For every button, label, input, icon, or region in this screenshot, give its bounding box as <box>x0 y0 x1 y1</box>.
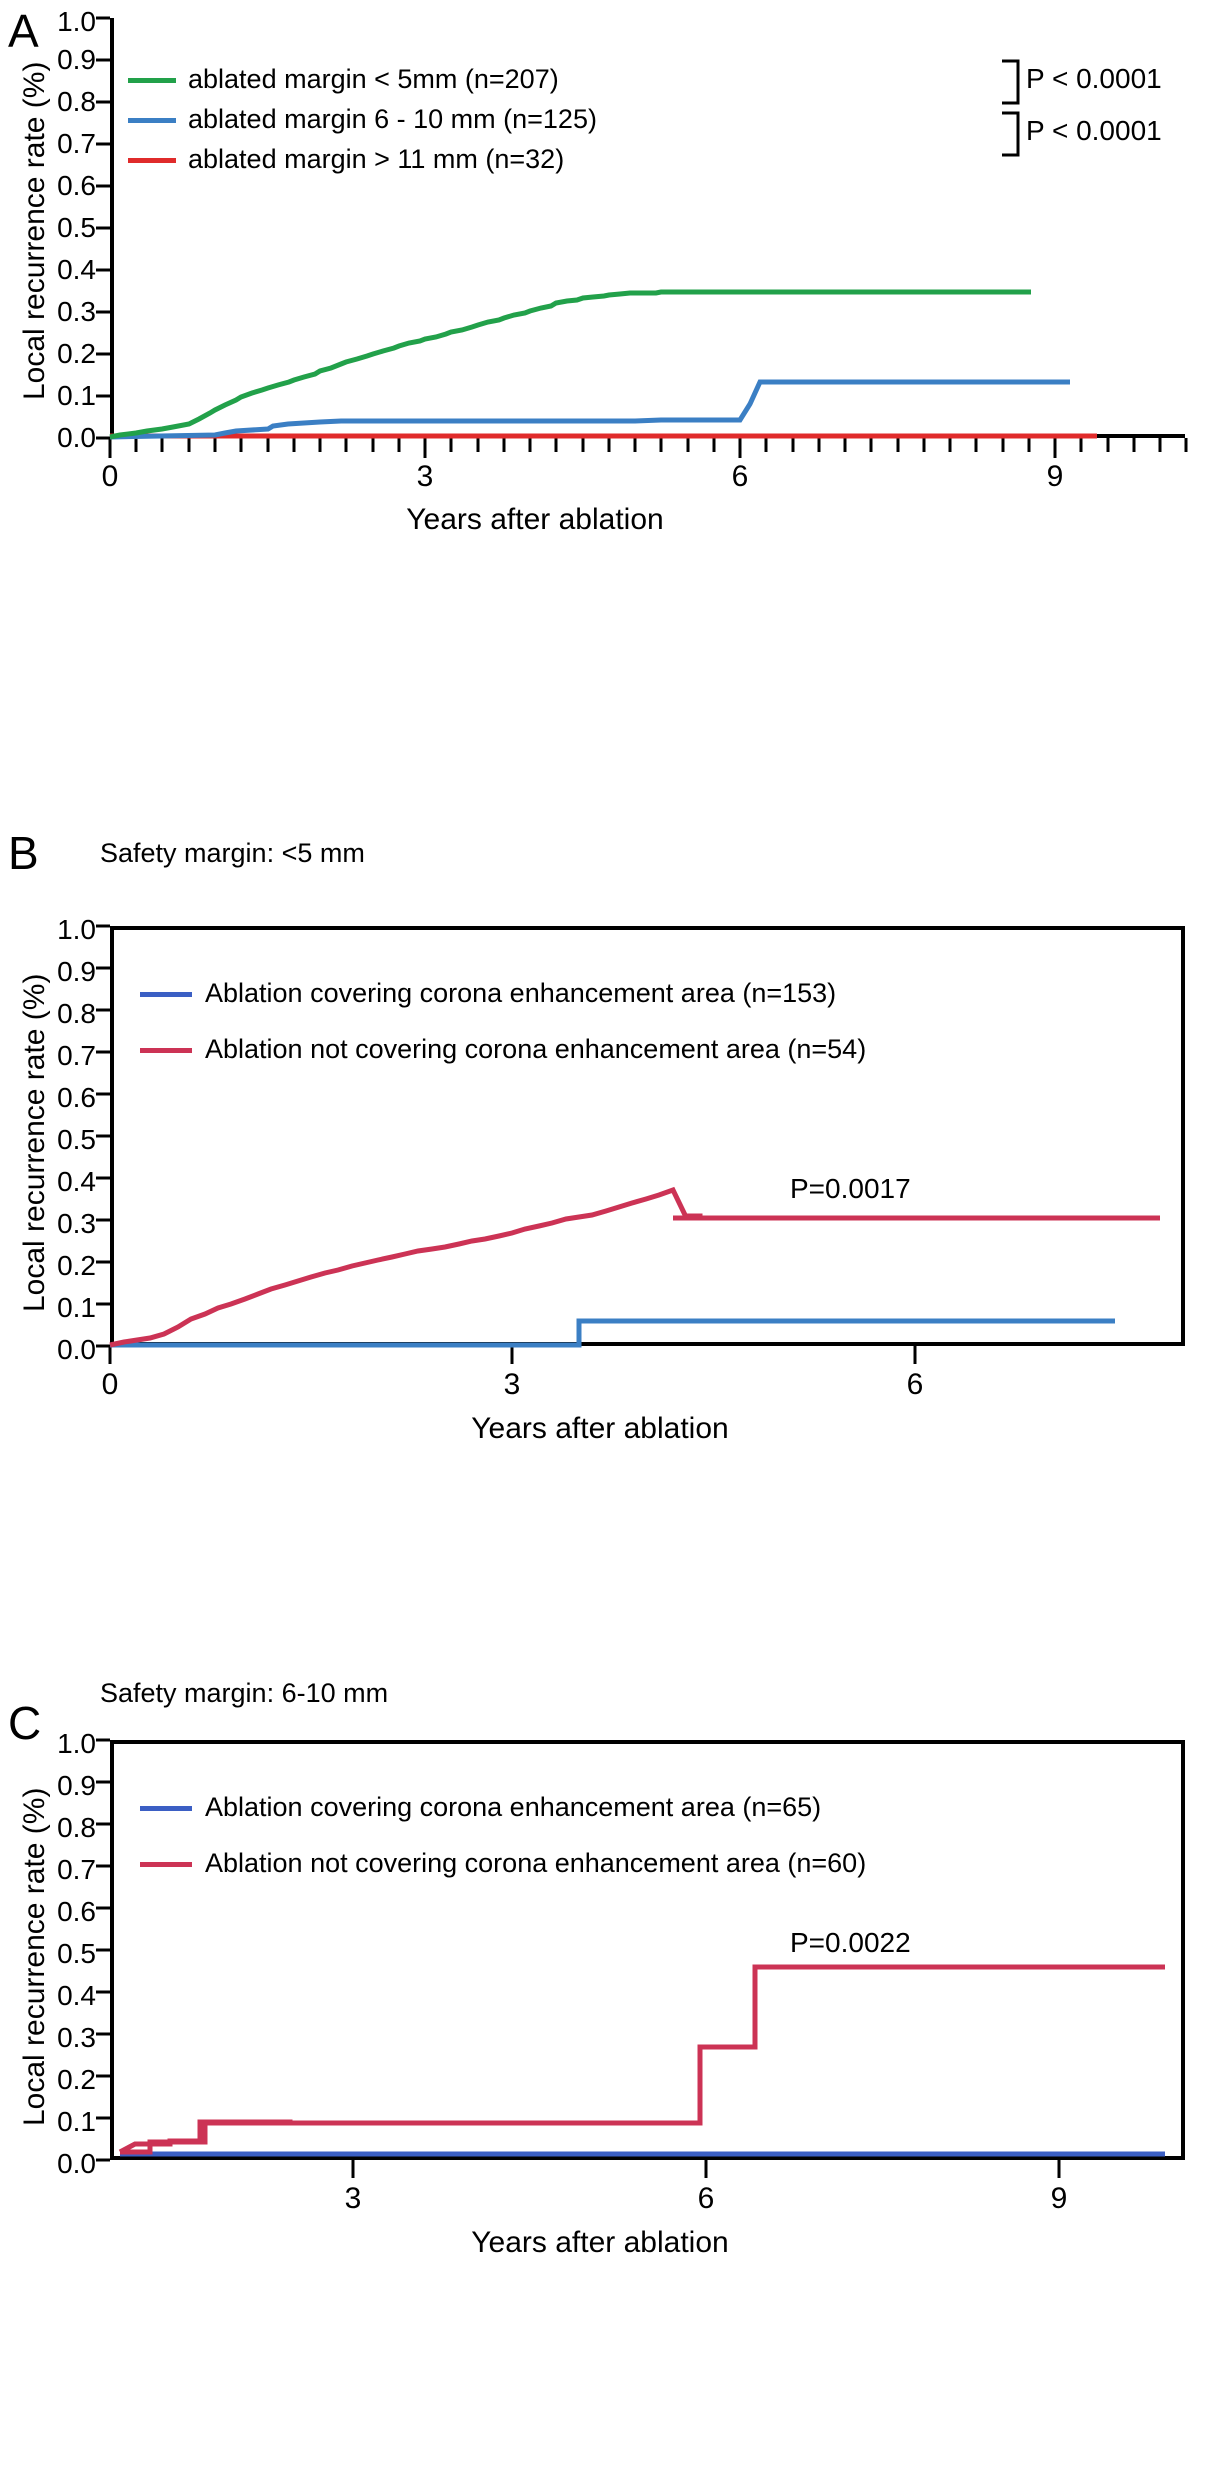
panel-a <box>0 0 1205 810</box>
panel-a-legend-swatch-1 <box>128 118 176 123</box>
panel-a-series-green <box>110 292 1031 437</box>
panel-c-legend-swatch-1 <box>140 1862 192 1867</box>
panel-b-ytick-3: 0.3 <box>57 1208 96 1239</box>
panel-c-ytick-2: 0.2 <box>57 2064 96 2095</box>
panel-a-x-axis-label: Years after ablation <box>406 503 664 536</box>
panel-b-legend-label-0: Ablation covering corona enhancement area (n=153) <box>205 978 837 1008</box>
panel-b-ytick-6: 0.6 <box>57 1082 96 1113</box>
panel-a-legend-label-2: ablated margin > 11 mm (n=32) <box>188 144 565 174</box>
panel-c-ytick-3: 0.3 <box>57 2022 96 2053</box>
panel-a-ytick-8: 0.8 <box>57 86 96 117</box>
panel-b-ytick-1: 0.1 <box>57 1292 96 1323</box>
panel-a-letter: A <box>8 5 39 57</box>
panel-c-ytick-6: 0.6 <box>57 1896 96 1927</box>
panel-a-pvalue-1: P < 0.0001 <box>1026 115 1162 146</box>
panel-a-ytick-9: 0.9 <box>57 44 96 75</box>
panel-c-ytick-7: 0.7 <box>57 1854 96 1885</box>
panel-b-letter: B <box>8 827 39 879</box>
panel-c <box>0 1680 1205 2486</box>
panel-a-xtick-3: 9 <box>1046 460 1064 493</box>
panel-b-ytick-8: 0.8 <box>57 998 96 1029</box>
panel-c-legend-swatch-0 <box>140 1806 192 1811</box>
panel-b-plot <box>0 827 1205 1390</box>
panel-b-ytick-5: 0.5 <box>57 1124 96 1155</box>
panel-b <box>0 827 1205 1670</box>
panel-a-y-ticks <box>96 18 110 438</box>
panel-a-ytick-2: 0.2 <box>57 338 96 369</box>
panel-c-ytick-4: 0.4 <box>57 1980 96 2011</box>
panel-a-legend-swatch-2 <box>128 158 176 163</box>
panel-b-legend-swatch-0 <box>140 992 192 997</box>
panel-b-ytick-10: 1.0 <box>57 914 96 945</box>
panel-c-subtitle: Safety margin: 6-10 mm <box>100 1678 389 1708</box>
panel-a-legend-label-1: ablated margin 6 - 10 mm (n=125) <box>188 104 597 134</box>
panel-c-ytick-9: 0.9 <box>57 1770 96 1801</box>
panel-a-ytick-1: 0.1 <box>57 380 96 411</box>
panel-c-xtick-2: 9 <box>1050 2182 1068 2215</box>
panel-b-ytick-0: 0.0 <box>57 1334 96 1365</box>
panel-c-ytick-8: 0.8 <box>57 1812 96 1843</box>
panel-c-series-red-steps <box>120 2123 300 2152</box>
panel-c-x-ticks <box>353 2160 1059 2178</box>
panel-b-x-axis-label: Years after ablation <box>471 1412 729 1445</box>
panel-a-y-axis-label: Local recurrence rate (%) <box>18 61 51 400</box>
panel-a-legend-label-0: ablated margin < 5mm (n=207) <box>188 64 559 94</box>
panel-a-ytick-6: 0.6 <box>57 170 96 201</box>
panel-a-legend-swatch-0 <box>128 78 176 83</box>
panel-c-ytick-10: 1.0 <box>57 1728 96 1759</box>
panel-c-pvalue: P=0.0022 <box>790 1927 911 1958</box>
panel-c-plot <box>0 1680 1205 2200</box>
panel-c-x-axis-label: Years after ablation <box>471 2226 729 2259</box>
panel-a-xtick-2: 6 <box>731 460 749 493</box>
panel-c-y-ticks <box>96 1740 110 2160</box>
panel-b-series-blue <box>110 1321 1115 1345</box>
panel-c-xtick-1: 6 <box>697 2182 715 2215</box>
panel-a-x-ticks <box>110 438 1186 458</box>
panel-a-ytick-10: 1.0 <box>57 6 96 37</box>
panel-b-xtick-1: 3 <box>503 1368 521 1401</box>
panel-a-ytick-4: 0.4 <box>57 254 96 285</box>
panel-b-y-axis-label: Local recurrence rate (%) <box>18 973 51 1312</box>
panel-c-ytick-1: 0.1 <box>57 2106 96 2137</box>
panel-a-ytick-7: 0.7 <box>57 128 96 159</box>
panel-b-ytick-7: 0.7 <box>57 1040 96 1071</box>
panel-a-ytick-3: 0.3 <box>57 296 96 327</box>
panel-a-pvalue-0: P < 0.0001 <box>1026 63 1162 94</box>
panel-c-y-axis-label: Local recurrence rate (%) <box>18 1787 51 2126</box>
panel-a-ytick-5: 0.5 <box>57 212 96 243</box>
panel-b-xtick-0: 0 <box>101 1368 119 1401</box>
panel-a-ytick-0: 0.0 <box>57 422 96 453</box>
panel-b-ytick-4: 0.4 <box>57 1166 96 1197</box>
panel-c-xtick-0: 3 <box>344 2182 362 2215</box>
panel-c-legend-label-0: Ablation covering corona enhancement area (n=65) <box>205 1792 822 1822</box>
panel-b-subtitle: Safety margin: <5 mm <box>100 838 365 868</box>
panel-b-legend-swatch-1 <box>140 1048 192 1053</box>
panel-b-ytick-2: 0.2 <box>57 1250 96 1281</box>
panel-b-x-ticks <box>110 1346 915 1364</box>
panel-b-pvalue: P=0.0017 <box>790 1173 911 1204</box>
panel-a-xtick-1: 3 <box>416 460 434 493</box>
panel-b-ytick-9: 0.9 <box>57 956 96 987</box>
panel-a-xtick-0: 0 <box>101 460 119 493</box>
panel-b-y-ticks <box>96 926 110 1346</box>
panel-b-legend-label-1: Ablation not covering corona enhancement area (n=54) <box>205 1034 867 1064</box>
panel-c-ytick-5: 0.5 <box>57 1938 96 1969</box>
panel-c-legend-label-1: Ablation not covering corona enhancement area (n=60) <box>205 1848 867 1878</box>
panel-c-letter: C <box>8 1697 42 1749</box>
panel-b-xtick-2: 6 <box>906 1368 924 1401</box>
panel-c-ytick-0: 0.0 <box>57 2148 96 2179</box>
